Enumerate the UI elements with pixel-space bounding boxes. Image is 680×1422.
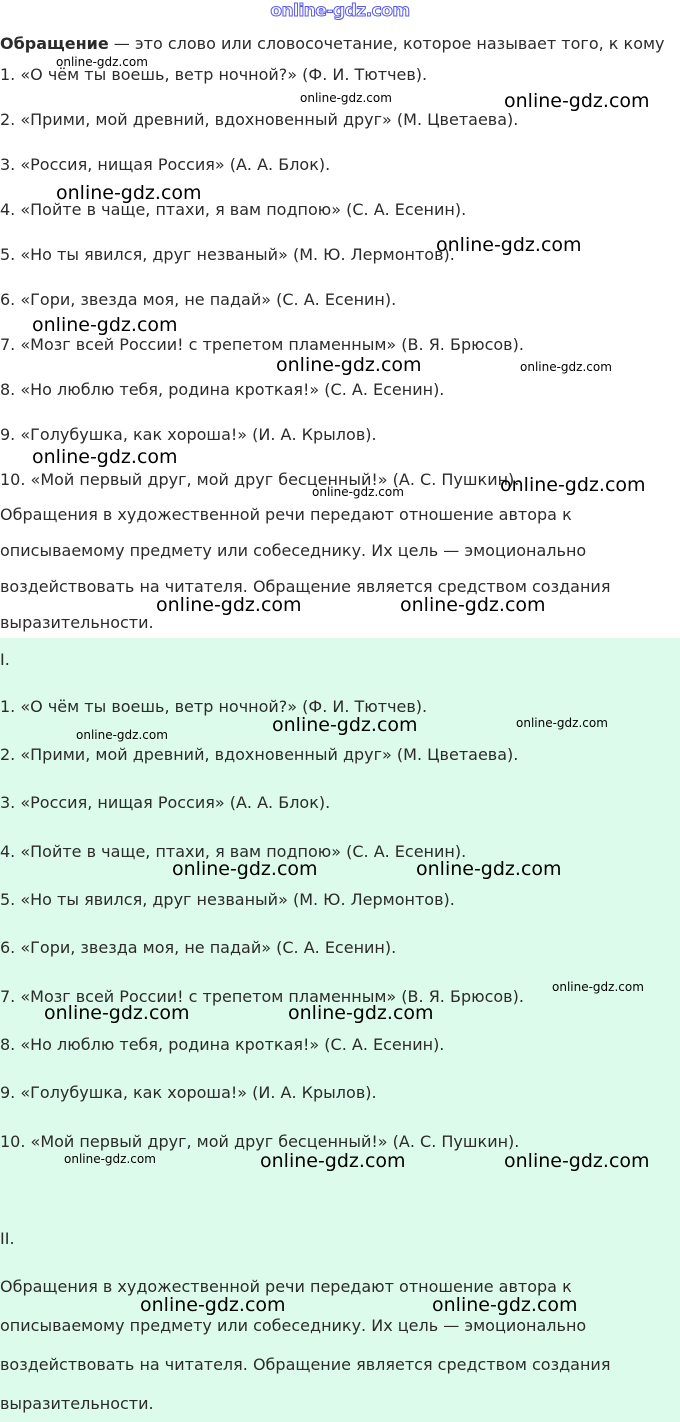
answer-text-line: воздействовать на читателя. Обращение является средством создания bbox=[0, 1355, 611, 1374]
answer-line: 6. «Гори, звезда моя, не падай» (С. А. Есенин). bbox=[0, 938, 397, 957]
task-line: 10. «Мой первый друг, мой друг бесценный!» (А. С. Пушкин). bbox=[0, 470, 520, 489]
answer-line: 1. «О чём ты воешь, ветр ночной?» (Ф. И. Тютчев). bbox=[0, 697, 428, 716]
watermark: online-gdz.com bbox=[516, 716, 608, 730]
task-line: 9. «Голубушка, как хороша!» (И. А. Крылов). bbox=[0, 425, 377, 444]
watermark: online-gdz.com bbox=[260, 1150, 406, 1172]
watermark: online-gdz.com bbox=[56, 55, 148, 69]
task-line: 6. «Гори, звезда моя, не падай» (С. А. Есенин). bbox=[0, 290, 397, 309]
intro-rest: — это слово или словосочетание, которое называет того, к кому bbox=[108, 34, 665, 53]
watermark: online-gdz.com bbox=[504, 90, 650, 112]
watermark: online-gdz.com bbox=[272, 714, 418, 736]
answer-text-line: выразительности. bbox=[0, 1394, 154, 1413]
answer-text-line: Обращения в художественной речи передают отношение автора к bbox=[0, 1277, 572, 1296]
answer-line: 3. «Россия, нищая Россия» (А. А. Блок). bbox=[0, 793, 331, 812]
task-text-line: описываемому предмету или собеседнику. Их цель — эмоционально bbox=[0, 541, 587, 560]
answer-line: 4. «Пойте в чаще, птахи, я вам подпою» (С. А. Есенин). bbox=[0, 842, 467, 861]
site-logo: online-gdz.com bbox=[270, 1, 410, 21]
answer-line: 10. «Мой первый друг, мой друг бесценный!» (А. С. Пушкин). bbox=[0, 1132, 520, 1151]
task-line: 3. «Россия, нищая Россия» (А. А. Блок). bbox=[0, 155, 331, 174]
task-line: 4. «Пойте в чаще, птахи, я вам подпою» (С. А. Есенин). bbox=[0, 200, 467, 219]
intro-term: Обращение bbox=[0, 34, 109, 53]
answer-text-line: описываемому предмету или собеседнику. Их цель — эмоционально bbox=[0, 1316, 587, 1335]
answer-line: 5. «Но ты явился, друг незваный» (М. Ю. Лермонтов). bbox=[0, 890, 455, 909]
answer-section-2-label: II. bbox=[0, 1229, 15, 1248]
answer-section-1-label: I. bbox=[0, 650, 10, 669]
task-line: 8. «Но люблю тебя, родина кроткая!» (С. А. Есенин). bbox=[0, 380, 445, 399]
watermark: online-gdz.com bbox=[288, 1002, 434, 1024]
watermark: online-gdz.com bbox=[400, 594, 546, 616]
watermark: online-gdz.com bbox=[32, 446, 178, 468]
watermark: online-gdz.com bbox=[156, 594, 302, 616]
watermark: online-gdz.com bbox=[44, 1002, 190, 1024]
task-text-line: воздействовать на читателя. Обращение является средством создания bbox=[0, 577, 611, 596]
watermark: online-gdz.com bbox=[300, 91, 392, 105]
watermark: online-gdz.com bbox=[276, 354, 422, 376]
intro-definition bbox=[0, 34, 665, 54]
answer-line: 7. «Мозг всей России! с трепетом пламенным» (В. Я. Брюсов). bbox=[0, 987, 524, 1006]
answer-line: 2. «Прими, мой древний, вдохновенный друг» (М. Цветаева). bbox=[0, 745, 519, 764]
watermark: online-gdz.com bbox=[56, 182, 202, 204]
watermark: online-gdz.com bbox=[32, 314, 178, 336]
task-text-line: выразительности. bbox=[0, 613, 154, 632]
watermark: online-gdz.com bbox=[76, 728, 168, 742]
watermark: online-gdz.com bbox=[500, 474, 646, 496]
watermark: online-gdz.com bbox=[140, 1294, 286, 1316]
watermark: online-gdz.com bbox=[504, 1150, 650, 1172]
watermark: online-gdz.com bbox=[172, 858, 318, 880]
task-line: 7. «Мозг всей России! с трепетом пламенным» (В. Я. Брюсов). bbox=[0, 335, 524, 354]
watermark: online-gdz.com bbox=[312, 485, 404, 499]
task-text-line: Обращения в художественной речи передают отношение автора к bbox=[0, 505, 572, 524]
watermark: online-gdz.com bbox=[432, 1294, 578, 1316]
watermark: online-gdz.com bbox=[552, 980, 644, 994]
task-line: 5. «Но ты явился, друг незваный» (М. Ю. Лермонтов). bbox=[0, 245, 455, 264]
watermark: online-gdz.com bbox=[416, 858, 562, 880]
answer-line: 8. «Но люблю тебя, родина кроткая!» (С. А. Есенин). bbox=[0, 1035, 445, 1054]
task-line: 1. «О чём ты воешь, ветр ночной?» (Ф. И. Тютчев). bbox=[0, 65, 428, 84]
watermark: online-gdz.com bbox=[64, 1152, 156, 1166]
task-line: 2. «Прими, мой древний, вдохновенный друг» (М. Цветаева). bbox=[0, 110, 519, 129]
watermark: online-gdz.com bbox=[520, 360, 612, 374]
answer-line: 9. «Голубушка, как хороша!» (И. А. Крылов). bbox=[0, 1083, 377, 1102]
watermark: online-gdz.com bbox=[436, 234, 582, 256]
